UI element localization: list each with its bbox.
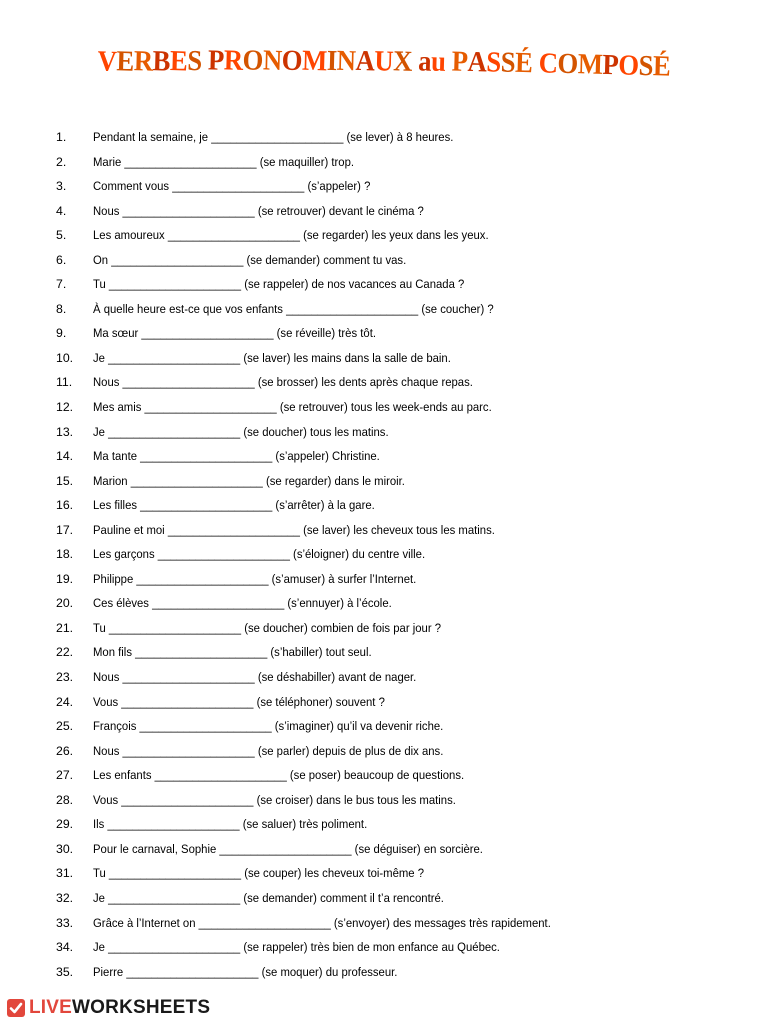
exercise-number: 20. <box>56 596 74 611</box>
exercise-sentence: Je _____________________ (se laver) les mains dans la salle de bain. <box>93 350 451 365</box>
exercise-number: 26. <box>56 743 74 758</box>
exercise-sentence: Nous _____________________ (se parler) depuis de plus de dix ans. <box>93 743 444 758</box>
exercise-sentence: Pauline et moi _____________________ (se laver) les cheveux tous les matins. <box>93 522 495 537</box>
exercise-sentence: Ma sœur _____________________ (se réveille) très tôt. <box>93 326 377 341</box>
exercise-sentence: Marie _____________________ (se maquiller) trop. <box>93 154 355 169</box>
exercise-item <box>0 297 768 322</box>
exercise-number: 21. <box>56 620 74 635</box>
exercise-sentence: Je _____________________ (se doucher) tous les matins. <box>93 424 389 439</box>
exercise-number: 8. <box>56 301 67 316</box>
exercise-number: 33. <box>56 915 74 930</box>
exercise-item <box>0 616 768 641</box>
exercise-item <box>0 125 768 150</box>
exercise-number: 6. <box>56 252 67 267</box>
exercise-sentence: Ma tante _____________________ (s’appeler) Christine. <box>93 449 380 464</box>
liveworksheets-footer[interactable] <box>6 996 210 1020</box>
exercise-item <box>0 248 768 273</box>
exercise-sentence: Les garçons _____________________ (s’éloigner) du centre ville. <box>93 547 426 562</box>
worksheet-title-text: VERBES PRONOMINAUX au PASSÉ COMPOSÉ <box>97 44 671 83</box>
exercise-number: 35. <box>56 964 74 979</box>
exercise-number: 17. <box>56 522 74 537</box>
exercise-sentence: Tu _____________________ (se couper) les cheveux toi-même ? <box>93 866 425 881</box>
exercise-item <box>0 150 768 175</box>
exercise-sentence: Comment vous _____________________ (s’appeler) ? <box>93 179 371 194</box>
exercise-sentence: Grâce à l’Internet on _____________________ (s’envoyer) des messages très rapidement. <box>93 915 551 930</box>
exercise-sentence: Pierre _____________________ (se moquer) du professeur. <box>93 964 398 979</box>
exercise-sentence: Tu _____________________ (se rappeler) de nos vacances au Canada ? <box>93 277 465 292</box>
exercise-number: 25. <box>56 719 74 734</box>
exercise-sentence: À quelle heure est-ce que vos enfants _____________________ (se coucher) ? <box>93 301 494 316</box>
exercise-sentence: On _____________________ (se demander) comment tu vas. <box>93 252 407 267</box>
exercise-sentence: Nous _____________________ (se brosser) les dents après chaque repas. <box>93 375 473 390</box>
exercise-item <box>0 321 768 346</box>
exercise-number: 30. <box>56 841 74 856</box>
exercise-sentence: François _____________________ (s’imaginer) qu’il va devenir riche. <box>93 719 444 734</box>
exercise-item <box>0 542 768 567</box>
exercise-number: 9. <box>56 326 67 341</box>
exercise-item <box>0 223 768 248</box>
exercise-list <box>0 125 768 984</box>
exercise-item <box>0 788 768 813</box>
exercise-sentence: Ces élèves _____________________ (s’ennuyer) à l’école. <box>93 596 392 611</box>
exercise-item <box>0 960 768 985</box>
exercise-number: 11. <box>56 375 73 390</box>
exercise-sentence: Tu _____________________ (se doucher) combien de fois par jour ? <box>93 620 442 635</box>
exercise-number: 19. <box>56 571 74 586</box>
exercise-item <box>0 911 768 936</box>
exercise-sentence: Je _____________________ (se demander) comment il t’a rencontré. <box>93 890 444 905</box>
exercise-item <box>0 272 768 297</box>
exercise-number: 23. <box>56 670 74 685</box>
exercise-number: 18. <box>56 547 74 562</box>
exercise-item <box>0 861 768 886</box>
exercise-number: 31. <box>56 866 74 881</box>
exercise-number: 14. <box>56 449 74 464</box>
liveworksheets-logo-icon <box>6 998 26 1018</box>
exercise-item <box>0 935 768 960</box>
exercise-item <box>0 199 768 224</box>
exercise-sentence: Je _____________________ (se rappeler) très bien de mon enfance au Québec. <box>93 940 500 955</box>
exercise-number: 5. <box>56 228 67 243</box>
exercise-item <box>0 690 768 715</box>
exercise-item <box>0 469 768 494</box>
exercise-number: 7. <box>56 277 67 292</box>
exercise-number: 12. <box>56 400 74 415</box>
exercise-number: 1. <box>56 130 67 144</box>
exercise-item <box>0 739 768 764</box>
exercise-number: 3. <box>56 179 67 194</box>
exercise-sentence: Mes amis _____________________ (se retrouver) tous les week-ends au parc. <box>93 400 492 415</box>
exercise-number: 4. <box>56 203 67 218</box>
exercise-item <box>0 370 768 395</box>
exercise-sentence: Pendant la semaine, je _____________________ (se lever) à 8 heures. <box>93 130 454 144</box>
exercise-sentence: Pour le carnaval, Sophie _____________________ (se déguiser) en sorcière. <box>93 841 483 856</box>
exercise-sentence: Les filles _____________________ (s’arrêter) à la gare. <box>93 498 375 513</box>
exercise-sentence: Nous _____________________ (se déshabiller) avant de nager. <box>93 670 417 685</box>
exercise-item <box>0 886 768 911</box>
exercise-item <box>0 444 768 469</box>
exercise-number: 15. <box>56 473 74 488</box>
exercise-sentence: Mon fils _____________________ (s’habiller) tout seul. <box>93 645 372 660</box>
exercise-number: 10. <box>56 350 74 365</box>
exercise-item <box>0 420 768 445</box>
exercise-number: 28. <box>56 792 74 807</box>
exercise-item <box>0 837 768 862</box>
exercise-item <box>0 714 768 739</box>
exercise-number: 2. <box>56 154 67 169</box>
exercise-number: 29. <box>56 817 74 832</box>
exercise-sentence: Marion _____________________ (se regarder) dans le miroir. <box>93 473 405 488</box>
exercise-sentence: Nous _____________________ (se retrouver) devant le cinéma ? <box>93 203 424 218</box>
exercise-item <box>0 174 768 199</box>
exercise-sentence: Vous _____________________ (se téléphoner) souvent ? <box>93 694 385 709</box>
exercise-item <box>0 640 768 665</box>
exercise-item <box>0 493 768 518</box>
exercise-sentence: Philippe _____________________ (s’amuser) à surfer l’Internet. <box>93 571 417 586</box>
exercise-item <box>0 763 768 788</box>
exercise-number: 22. <box>56 645 74 660</box>
exercise-number: 27. <box>56 768 74 783</box>
exercise-item <box>0 665 768 690</box>
exercise-number: 13. <box>56 424 74 439</box>
exercise-item <box>0 518 768 543</box>
exercise-sentence: Les enfants _____________________ (se poser) beaucoup de questions. <box>93 768 465 783</box>
worksheet-title <box>30 37 737 91</box>
exercise-item <box>0 812 768 837</box>
exercise-number: 24. <box>56 694 74 709</box>
exercise-sentence: Vous _____________________ (se croiser) dans le bus tous les matins. <box>93 792 456 807</box>
exercise-sentence: Les amoureux _____________________ (se regarder) les yeux dans les yeux. <box>93 228 489 243</box>
exercise-number: 32. <box>56 890 74 905</box>
exercise-item <box>0 395 768 420</box>
exercise-item <box>0 567 768 592</box>
exercise-item <box>0 346 768 371</box>
liveworksheets-logo-text: LIVEWORKSHEETS <box>29 997 211 1018</box>
exercise-item <box>0 591 768 616</box>
exercise-number: 34. <box>56 940 74 955</box>
exercise-number: 16. <box>56 498 74 513</box>
exercise-sentence: Ils _____________________ (se saluer) très poliment. <box>93 817 368 832</box>
